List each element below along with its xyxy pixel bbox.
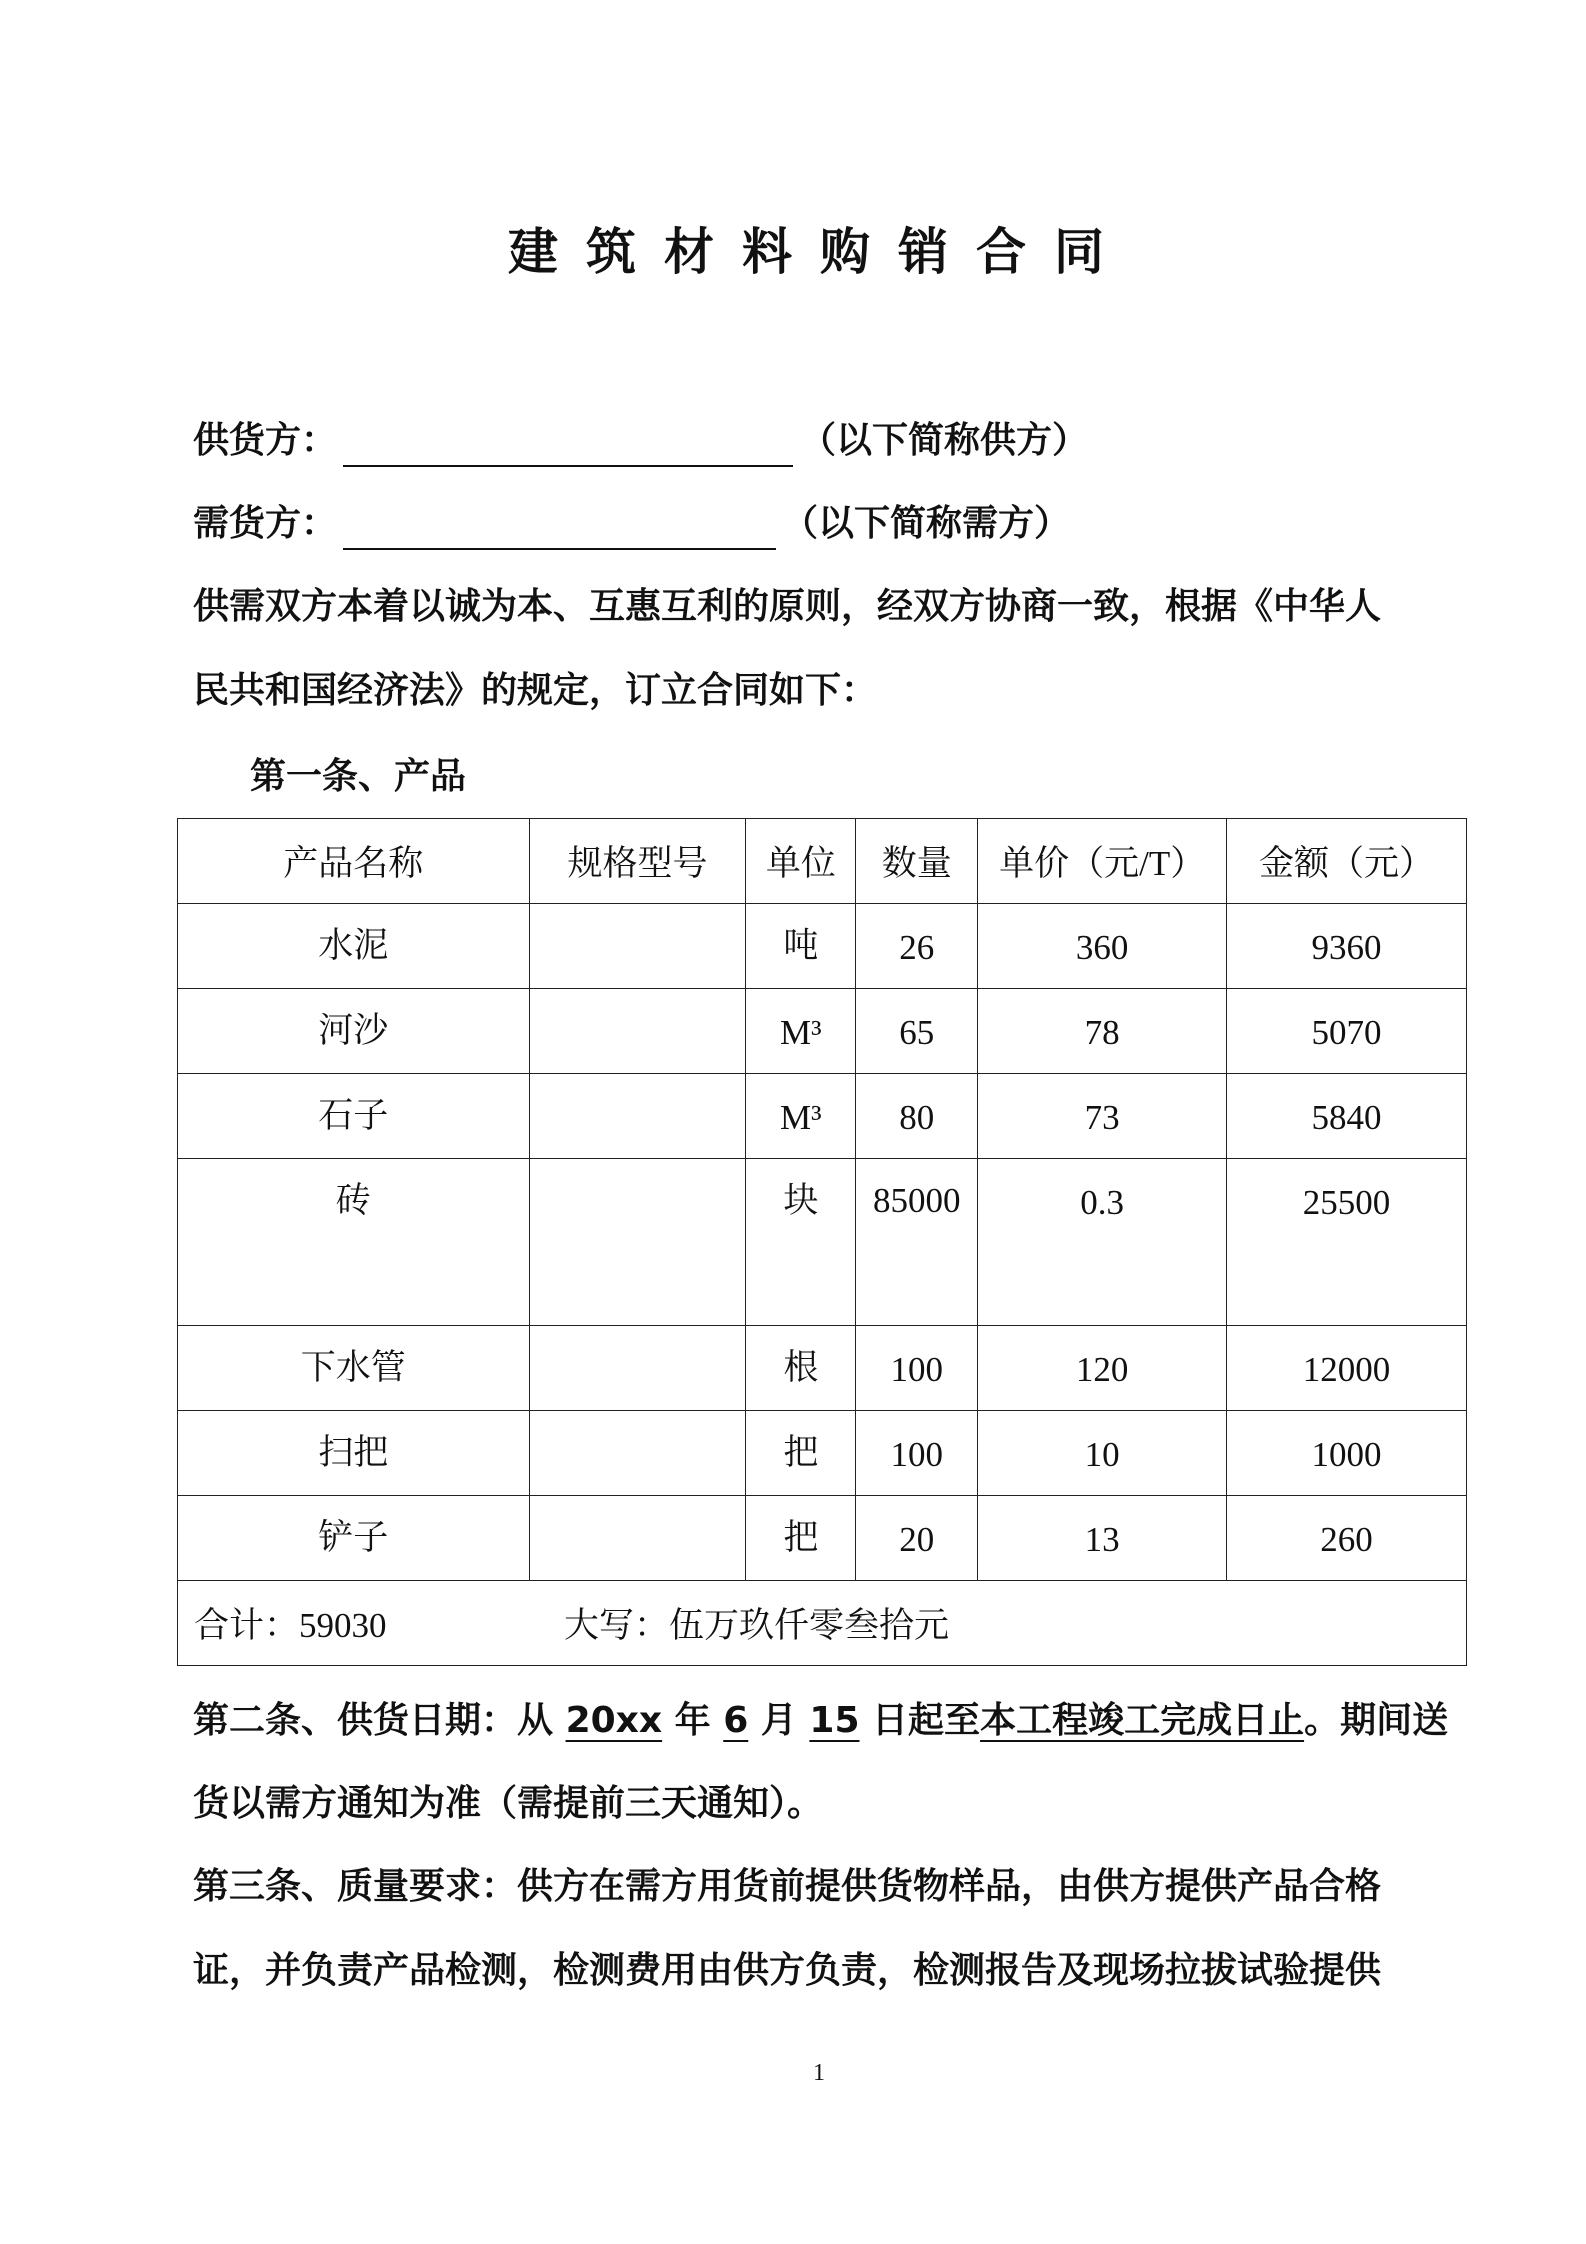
cell-spec <box>530 904 746 918</box>
delivery-day: 15 <box>809 1700 860 1741</box>
cell-amount: 12000 <box>1302 1350 1391 1389</box>
cell-amount: 25500 <box>1302 1183 1391 1222</box>
total-amount: 合计：59030 <box>194 1606 387 1645</box>
table-row <box>178 904 1467 989</box>
product-table <box>177 818 1467 1666</box>
cell-amount: 9360 <box>1311 928 1382 967</box>
table-header-row <box>178 819 1467 904</box>
article-2-tail: 。期间送 <box>1304 1700 1449 1741</box>
header-product-name: 产品名称 <box>178 819 530 904</box>
buyer-suffix: （以下简称需方） <box>782 503 1071 544</box>
delivery-year: 20xx <box>565 1700 663 1741</box>
cell-name: 下水管 <box>300 1348 406 1387</box>
supplier-blank <box>343 465 793 467</box>
table-total-row <box>178 1581 1467 1666</box>
cell-spec <box>530 1326 746 1340</box>
article-2-prefix: 第二条、供货日期：从 <box>193 1700 554 1741</box>
cell-spec <box>530 989 746 1003</box>
cell-name: 水泥 <box>318 926 389 965</box>
cell-unit: 吨 <box>783 926 819 965</box>
delivery-month: 6 <box>723 1700 749 1741</box>
cell-price: 120 <box>1075 1350 1129 1389</box>
cell-spec <box>530 1411 746 1425</box>
article-3-line-2: 证，并负责产品检测，检测费用由供方负责，检测报告及现场拉拔试验提供 <box>193 1950 1382 1991</box>
page-number: 1 <box>813 2060 825 2086</box>
table-row <box>178 1496 1467 1581</box>
header-spec: 规格型号 <box>529 819 746 904</box>
cell-name: 铲子 <box>318 1518 389 1557</box>
cell-amount: 1000 <box>1311 1435 1382 1474</box>
cell-spec <box>530 1496 746 1510</box>
table-row <box>178 1411 1467 1496</box>
cell-unit: 块 <box>783 1181 819 1220</box>
cell-unit: 把 <box>783 1518 819 1557</box>
buyer-label: 需货方： <box>193 503 338 544</box>
article-3-line-1: 第三条、质量要求：供方在需方用货前提供货物样品，由供方提供产品合格 <box>193 1866 1382 1907</box>
day-suffix: 日起至 <box>872 1700 981 1741</box>
month-suffix: 月 <box>760 1700 797 1741</box>
preamble-line-2: 民共和国经济法》的规定，订立合同如下： <box>193 670 878 711</box>
preamble-line-1: 供需双方本着以诚为本、互惠互利的原则，经双方协商一致，根据《中华人 <box>193 586 1382 627</box>
cell-price: 73 <box>1084 1098 1120 1137</box>
cell-unit: M³ <box>780 1098 822 1137</box>
cell-unit: M³ <box>780 1013 822 1052</box>
cell-price: 0.3 <box>1080 1183 1125 1222</box>
article-2-line-1 <box>193 1692 1448 1743</box>
total-amount-words: 大写：伍万玖仟零叁拾元 <box>564 1606 950 1645</box>
cell-spec <box>530 1159 746 1173</box>
header-unit-price: 单价（元/T） <box>978 819 1227 904</box>
cell-amount: 5840 <box>1311 1098 1382 1137</box>
cell-price: 360 <box>1075 928 1129 967</box>
header-quantity: 数量 <box>856 819 978 904</box>
cell-price: 13 <box>1084 1520 1120 1559</box>
cell-qty: 100 <box>890 1435 944 1474</box>
header-amount: 金额（元） <box>1227 819 1467 904</box>
supplier-suffix: （以下简称供方） <box>800 420 1089 461</box>
delivery-end: 本工程竣工完成日止 <box>980 1700 1305 1741</box>
cell-qty: 85000 <box>873 1181 961 1220</box>
table-row <box>178 989 1467 1074</box>
cell-name: 扫把 <box>318 1433 389 1472</box>
year-suffix: 年 <box>674 1700 711 1741</box>
table-row <box>178 1326 1467 1411</box>
cell-name: 河沙 <box>318 1011 389 1050</box>
table-row <box>178 1159 1467 1326</box>
cell-price: 10 <box>1084 1435 1120 1474</box>
header-unit: 单位 <box>746 819 856 904</box>
cell-qty: 100 <box>890 1350 944 1389</box>
cell-name: 石子 <box>318 1096 389 1135</box>
cell-amount: 5070 <box>1311 1013 1382 1052</box>
cell-amount: 260 <box>1320 1520 1373 1559</box>
buyer-blank <box>343 548 776 550</box>
page-title: 建筑材料购销合同 <box>508 223 1132 281</box>
cell-qty: 80 <box>899 1098 935 1137</box>
cell-price: 78 <box>1084 1013 1120 1052</box>
article-2-line-2: 货以需方通知为准（需提前三天通知）。 <box>193 1783 824 1824</box>
cell-qty: 26 <box>899 928 935 967</box>
cell-spec <box>530 1074 746 1088</box>
cell-unit: 根 <box>783 1348 819 1387</box>
supplier-label: 供货方： <box>193 420 338 461</box>
cell-qty: 65 <box>899 1013 935 1052</box>
article-1-heading: 第一条、产品 <box>250 756 467 797</box>
cell-unit: 把 <box>783 1433 819 1472</box>
cell-name: 砖 <box>335 1181 371 1220</box>
cell-qty: 20 <box>899 1520 935 1559</box>
table-row <box>178 1074 1467 1159</box>
